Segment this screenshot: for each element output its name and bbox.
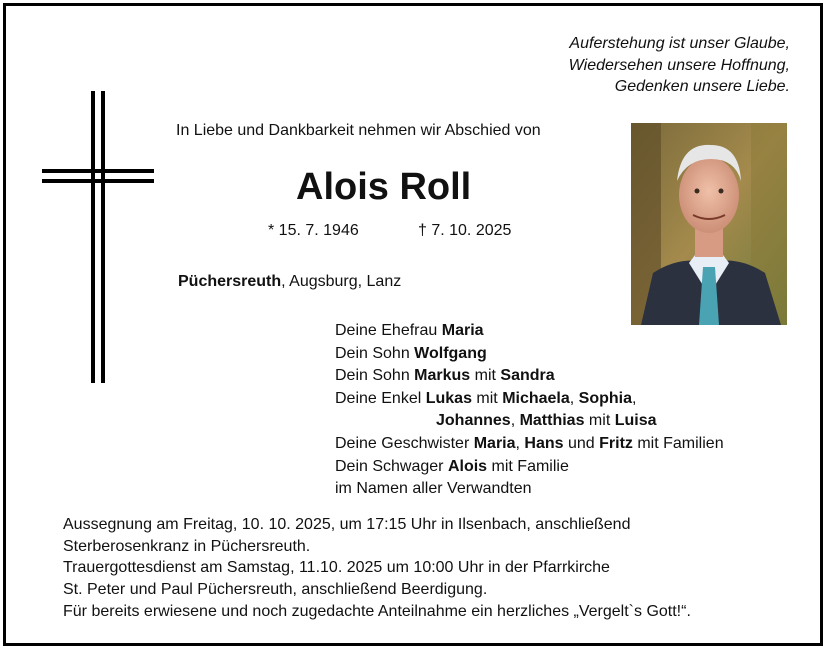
connector-text: ,	[632, 389, 637, 407]
mourner-line: im Namen aller Verwandten	[335, 480, 532, 498]
person-name: Luisa	[614, 412, 657, 430]
mourner-line	[335, 320, 724, 343]
person-name: Wolfgang	[414, 344, 487, 362]
motto-line: Auferstehung ist unser Glaube,	[569, 35, 790, 52]
deceased-name: Alois Roll	[296, 166, 472, 208]
note-line: Für bereits erwiesene und noch zugedachte Anteilnahme ein herzliches „Vergelt`s Gott!“.	[63, 602, 691, 620]
person-name: Sophia	[578, 389, 633, 407]
note-line: Aussegnung am Freitag, 10. 10. 2025, um 17:15 Uhr in Ilsenbach, anschließend	[63, 516, 631, 533]
death-date: † 7. 10. 2025	[418, 222, 512, 239]
person-name: Lukas	[425, 389, 472, 407]
note-line: St. Peter und Paul Püchersreuth, anschließend Beerdigung.	[63, 581, 488, 599]
place-line	[178, 273, 401, 291]
motto-line: Gedenken unsere Liebe.	[614, 78, 790, 95]
mourner-line	[335, 388, 724, 411]
connector-text: mit	[584, 412, 615, 430]
mourner-line	[335, 456, 724, 479]
person-name: Sandra	[500, 367, 555, 385]
place-rest: , Augsburg, Lanz	[281, 273, 402, 290]
connector-text: ,	[515, 434, 525, 452]
mourner-line	[335, 343, 724, 366]
place-main: Püchersreuth	[178, 273, 282, 290]
birth-date: * 15. 7. 1946	[268, 222, 359, 239]
motto	[569, 33, 790, 98]
connector-text: und	[563, 434, 600, 452]
person-name: Johannes	[436, 412, 511, 430]
person-name: Markus	[414, 367, 471, 385]
person-name: Fritz	[599, 434, 633, 452]
person-name: Matthias	[519, 412, 585, 430]
relation-text: Deine Enkel	[335, 389, 426, 407]
connector-text: ,	[569, 389, 579, 407]
connector-text: mit	[471, 389, 503, 407]
mourner-line	[335, 433, 724, 456]
intro-text: In Liebe und Dankbarkeit nehmen wir Abschied von	[176, 122, 541, 139]
note-line: Sterberosenkranz in Püchersreuth.	[63, 537, 311, 555]
note-line: Trauergottesdienst am Samstag, 11.10. 2025 um 10:00 Uhr in der Pfarrkirche	[63, 559, 610, 577]
person-name: Maria	[473, 434, 516, 452]
relation-text: Dein Sohn	[335, 367, 415, 385]
relation-text: Dein Schwager	[335, 457, 448, 475]
motto-line: Wiedersehen unsere Hoffnung,	[568, 56, 790, 74]
service-notes	[63, 514, 691, 623]
connector-text: mit Familien	[632, 434, 724, 452]
person-name: Hans	[524, 434, 564, 452]
relation-text: Deine Geschwister	[335, 434, 474, 452]
relation-text: Dein Sohn	[335, 344, 415, 362]
cross-icon	[42, 91, 154, 383]
portrait-photo	[631, 123, 787, 325]
mourner-line	[335, 410, 724, 433]
obituary-card	[3, 3, 823, 646]
relation-text: Deine Ehefrau	[335, 322, 442, 339]
connector-text: mit	[470, 367, 501, 385]
person-name: Alois	[447, 457, 488, 475]
connector-text: ,	[510, 412, 520, 430]
mourners-list	[335, 320, 724, 501]
person-name: Maria	[441, 322, 484, 339]
person-name: Michaela	[502, 389, 570, 407]
connector-text: mit Familie	[487, 457, 569, 475]
mourner-line	[335, 365, 724, 388]
